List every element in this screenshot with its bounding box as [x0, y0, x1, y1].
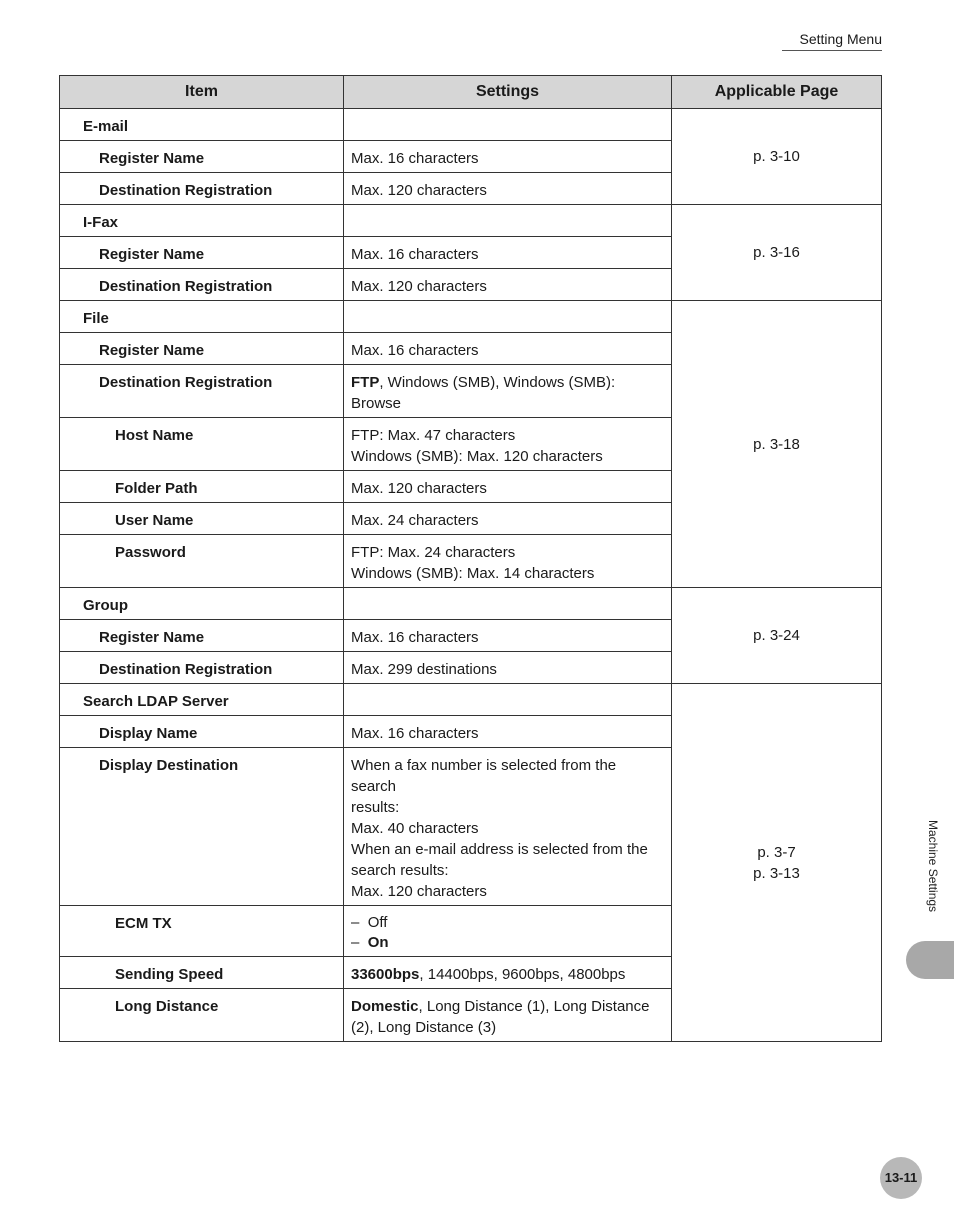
settings-table	[59, 75, 882, 1042]
default-value: 33600bps	[351, 966, 420, 983]
group-title-group: Group	[60, 588, 344, 620]
side-tab-label: Machine Settings	[926, 820, 940, 913]
table-row	[60, 684, 882, 716]
item-label: Destination Registration	[60, 652, 344, 684]
settings-cell: Max. 24 characters	[344, 503, 672, 535]
group-title-ldap: Search LDAP Server	[60, 684, 344, 716]
page-ref-line: p. 3-7	[757, 843, 796, 861]
item-label: Register Name	[60, 237, 344, 269]
settings-cell: Max. 16 characters	[344, 620, 672, 652]
item-label: Register Name	[60, 620, 344, 652]
page-ref-group: p. 3-24	[672, 588, 882, 684]
settings-line: When a fax number is selected from the search	[351, 757, 617, 795]
running-header	[782, 30, 882, 51]
column-header-settings: Settings	[344, 76, 672, 109]
settings-cell	[344, 109, 672, 141]
item-label: Register Name	[60, 141, 344, 173]
item-label: User Name	[60, 503, 344, 535]
column-header-item: Item	[60, 76, 344, 109]
table-row	[60, 205, 882, 237]
item-label: Destination Registration	[60, 365, 344, 418]
table-row	[60, 588, 882, 620]
table-row	[60, 301, 882, 333]
settings-line	[351, 996, 664, 1017]
settings-cell	[344, 684, 672, 716]
settings-cell	[344, 906, 672, 957]
settings-line: Max. 120 characters	[351, 883, 487, 900]
settings-cell: Max. 16 characters	[344, 333, 672, 365]
settings-cell	[344, 588, 672, 620]
settings-cell	[344, 365, 672, 418]
settings-line: Windows (SMB): Max. 120 characters	[351, 448, 603, 465]
settings-cell	[344, 957, 672, 989]
page-ref-line: p. 3-13	[753, 864, 800, 882]
settings-cell: Max. 16 characters	[344, 141, 672, 173]
chapter-tab	[906, 941, 954, 979]
default-value: Domestic	[351, 998, 419, 1015]
settings-cell: Max. 299 destinations	[344, 652, 672, 684]
item-label: Folder Path	[60, 471, 344, 503]
settings-line: FTP: Max. 47 characters	[351, 427, 516, 444]
other-values: , Windows (SMB), Windows (SMB): Browse	[351, 374, 616, 412]
page-ref-file: p. 3-18	[672, 301, 882, 588]
settings-cell: Max. 16 characters	[344, 716, 672, 748]
settings-cell: Max. 16 characters	[344, 237, 672, 269]
settings-cell: Max. 120 characters	[344, 471, 672, 503]
item-label: ECM TX	[60, 906, 344, 957]
column-header-page: Applicable Page	[672, 76, 882, 109]
settings-cell	[344, 301, 672, 333]
settings-line: results:	[351, 799, 400, 816]
group-title-email: E-mail	[60, 109, 344, 141]
page-ref-ifax: p. 3-16	[672, 205, 882, 301]
group-title-ifax: I-Fax	[60, 205, 344, 237]
group-title-file: File	[60, 301, 344, 333]
settings-line: search results:	[351, 862, 449, 879]
section-title: Setting Menu	[799, 31, 882, 47]
page-ref-ldap	[672, 684, 882, 1042]
item-label: Destination Registration	[60, 269, 344, 301]
page-ref-email: p. 3-10	[672, 109, 882, 205]
default-value: FTP	[351, 374, 380, 391]
other-values: , Long Distance (1), Long Distance	[418, 998, 650, 1015]
settings-cell	[344, 205, 672, 237]
option-off: – Off	[351, 914, 388, 931]
settings-line: FTP: Max. 24 characters	[351, 544, 516, 561]
item-label: Host Name	[60, 418, 344, 471]
settings-cell	[344, 418, 672, 471]
item-label: Password	[60, 535, 344, 588]
item-label: Display Destination	[60, 748, 344, 906]
settings-line: When an e-mail address is selected from the	[351, 841, 648, 858]
table-header-row	[60, 76, 882, 109]
other-values: , 14400bps, 9600bps, 4800bps	[419, 966, 626, 983]
settings-cell	[344, 989, 672, 1042]
settings-line: Max. 40 characters	[351, 820, 479, 837]
item-label: Register Name	[60, 333, 344, 365]
item-label: Sending Speed	[60, 957, 344, 989]
option-on: – On	[351, 934, 389, 951]
settings-cell: Max. 120 characters	[344, 173, 672, 205]
item-label: Long Distance	[60, 989, 344, 1042]
table-row	[60, 109, 882, 141]
page-number: 13-11	[880, 1157, 922, 1199]
item-label: Display Name	[60, 716, 344, 748]
settings-cell	[344, 748, 672, 906]
settings-cell: Max. 120 characters	[344, 269, 672, 301]
settings-line: (2), Long Distance (3)	[351, 1019, 497, 1036]
settings-cell	[344, 535, 672, 588]
settings-line: Windows (SMB): Max. 14 characters	[351, 565, 595, 582]
item-label: Destination Registration	[60, 173, 344, 205]
